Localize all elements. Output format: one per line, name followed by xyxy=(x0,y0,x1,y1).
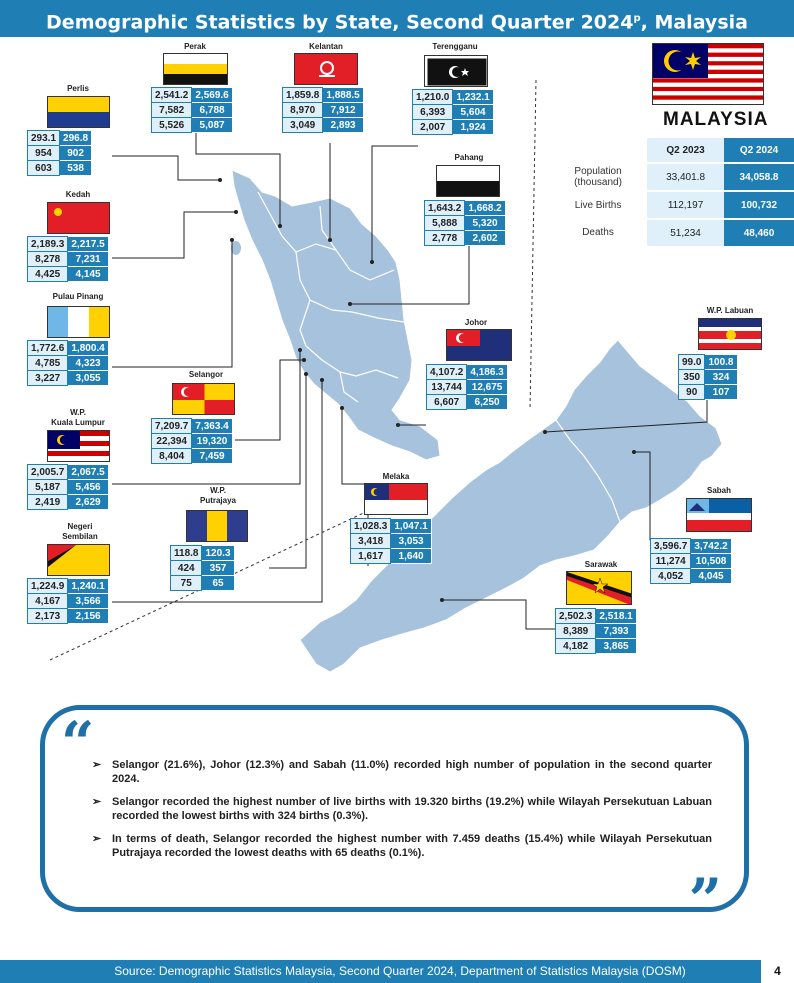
stats-table xyxy=(412,89,494,135)
name-line2: Sembilan xyxy=(62,532,98,541)
stats-table xyxy=(151,87,233,133)
stats-table xyxy=(27,578,109,624)
label-line2: (thousand) xyxy=(574,177,622,188)
births-curr: 7,393 xyxy=(596,624,636,639)
label-line1: Population xyxy=(574,166,622,177)
deaths-prev: 2,419 xyxy=(28,495,68,510)
stats-table xyxy=(350,518,432,564)
national-title: MALAYSIA xyxy=(663,109,769,130)
population-prev: 99.0 xyxy=(679,355,705,370)
deaths-prev: 2,007 xyxy=(413,120,453,135)
deaths-prev: 3,049 xyxy=(283,118,323,133)
deaths-curr: 2,602 xyxy=(465,231,505,246)
title-main: Demographic Statistics by State, Second Quarter 2024 xyxy=(46,11,634,34)
population-curr: 1,668.2 xyxy=(465,201,505,216)
stats-table xyxy=(27,464,109,510)
births-prev: 8,278 xyxy=(28,252,68,267)
births-curr: 4,323 xyxy=(68,356,108,371)
population-curr: 3,742.2 xyxy=(691,539,731,554)
population-curr: 120.3 xyxy=(202,546,234,561)
national-header-prev: Q2 2023 xyxy=(647,137,724,163)
kuala-lumpur-flag xyxy=(47,430,110,462)
national-population-curr: 34,058.8 xyxy=(724,163,794,191)
stats-table xyxy=(170,545,235,591)
population-curr: 1,232.1 xyxy=(453,90,493,105)
summary-item xyxy=(92,832,712,860)
population-curr: 2,518.1 xyxy=(596,609,636,624)
deaths-curr: 3,055 xyxy=(68,371,108,386)
population-prev: 2,502.3 xyxy=(556,609,596,624)
population-curr: 1,240.1 xyxy=(68,579,108,594)
population-prev: 1,224.9 xyxy=(28,579,68,594)
arrow-bullet-icon: ➢ xyxy=(92,759,102,771)
population-curr: 4,186.3 xyxy=(467,365,507,380)
births-prev: 8,389 xyxy=(556,624,596,639)
stats-table xyxy=(678,354,738,400)
national-header-spacer xyxy=(552,137,647,163)
state-name: Sabah xyxy=(706,486,731,495)
state-name xyxy=(40,408,116,428)
page-number: 4 xyxy=(761,960,794,983)
births-curr: 19,320 xyxy=(192,434,232,449)
state-name: Perak xyxy=(184,42,206,51)
births-curr: 324 xyxy=(705,370,737,385)
name-line2: Putrajaya xyxy=(199,496,237,505)
births-prev: 5,888 xyxy=(425,216,465,231)
births-prev: 13,744 xyxy=(427,380,467,395)
population-prev: 1,028.3 xyxy=(351,519,391,534)
summary-text: In terms of death, Selangor recorded the highest number with 7.459 deaths (15.4%) while Wilayah Persekutuan Putrajaya recorded the lowest deaths with 65 deaths (0.1%). xyxy=(112,833,712,859)
births-curr: 12,675 xyxy=(467,380,507,395)
stats-table xyxy=(27,236,109,282)
deaths-curr: 5,087 xyxy=(192,118,232,133)
pulau-pinang-flag xyxy=(47,306,110,338)
summary-box xyxy=(40,705,749,934)
peninsular-malaysia-shape xyxy=(232,170,440,460)
stats-table xyxy=(282,87,364,133)
population-prev: 1,772.6 xyxy=(28,341,68,356)
births-curr: 10,508 xyxy=(691,554,731,569)
births-curr: 6,788 xyxy=(192,103,232,118)
labuan-flag xyxy=(698,318,762,350)
perak-flag xyxy=(163,53,228,85)
deaths-prev: 6,607 xyxy=(427,395,467,410)
deaths-prev: 3,227 xyxy=(28,371,68,386)
state-name: Johor xyxy=(464,318,488,327)
national-row-population xyxy=(552,163,794,191)
deaths-curr: 4,145 xyxy=(68,267,108,282)
population-curr: 2,067.5 xyxy=(68,465,108,480)
stats-table xyxy=(27,130,92,176)
population-curr: 296.8 xyxy=(60,131,92,146)
population-prev: 1,210.0 xyxy=(413,90,453,105)
population-curr: 7,363.4 xyxy=(192,419,232,434)
deaths-prev: 4,052 xyxy=(651,569,691,584)
population-prev: 1,643.2 xyxy=(425,201,465,216)
name-line1: W.P. xyxy=(210,486,226,495)
sarawak-flag xyxy=(566,571,632,605)
deaths-curr: 7,459 xyxy=(192,449,232,464)
deaths-prev: 2,173 xyxy=(28,609,68,624)
population-curr: 2,569.6 xyxy=(192,88,232,103)
state-name: W.P. Labuan xyxy=(706,306,754,315)
deaths-curr: 6,250 xyxy=(467,395,507,410)
births-curr: 5,604 xyxy=(453,105,493,120)
population-prev: 118.8 xyxy=(171,546,202,561)
footer-bar xyxy=(0,960,794,983)
selangor-flag xyxy=(172,383,235,415)
births-prev: 3,418 xyxy=(351,534,391,549)
births-prev: 6,393 xyxy=(413,105,453,120)
summary-text: Selangor recorded the highest number of live births with 19.320 births (19.2%) while Wilayah Persekutuan Labuan recorded the lowest births with 324 births (0.3%). xyxy=(112,796,712,822)
population-prev: 2,189.3 xyxy=(28,237,68,252)
population-curr: 100.8 xyxy=(705,355,737,370)
births-curr: 5,456 xyxy=(68,480,108,495)
summary-text: Selangor (21.6%), Johor (12.3%) and Sabah (11.0%) recorded high number of population in the second quarter 2024. xyxy=(112,759,712,785)
population-prev: 293.1 xyxy=(28,131,60,146)
open-quote-icon: “ xyxy=(61,709,95,777)
perlis-flag xyxy=(47,96,110,128)
state-name: Pahang xyxy=(454,153,484,162)
national-deaths-prev: 51,234 xyxy=(647,219,724,246)
stats-table xyxy=(424,200,506,246)
national-births-curr: 100,732 xyxy=(724,191,794,219)
births-prev: 11,274 xyxy=(651,554,691,569)
population-prev: 4,107.2 xyxy=(427,365,467,380)
deaths-prev: 1,617 xyxy=(351,549,391,564)
state-name: Selangor xyxy=(188,370,224,379)
national-label-births: Live Births xyxy=(574,199,622,211)
births-curr: 3,566 xyxy=(68,594,108,609)
stats-table xyxy=(426,364,508,410)
population-curr: 1,047.1 xyxy=(391,519,431,534)
national-header-row xyxy=(552,137,794,163)
deaths-prev: 8,404 xyxy=(152,449,192,464)
deaths-curr: 2,629 xyxy=(68,495,108,510)
state-name: Pulau Pinang xyxy=(52,292,104,301)
births-prev: 5,187 xyxy=(28,480,68,495)
state-name: Terengganu xyxy=(432,42,478,51)
state-name: Kedah xyxy=(65,190,91,199)
kelantan-flag xyxy=(294,53,358,85)
negeri-sembilan-flag xyxy=(47,544,110,576)
population-curr: 1,888.5 xyxy=(323,88,363,103)
state-name: Perlis xyxy=(67,84,89,93)
deaths-prev: 90 xyxy=(679,385,705,400)
births-prev: 4,167 xyxy=(28,594,68,609)
state-name xyxy=(44,522,116,542)
page-title xyxy=(0,0,794,37)
national-deaths-curr: 48,460 xyxy=(724,219,794,246)
population-prev: 7,209.7 xyxy=(152,419,192,434)
deaths-prev: 2,778 xyxy=(425,231,465,246)
deaths-curr: 2,893 xyxy=(323,118,363,133)
source-text: Source: Demographic Statistics Malaysia, Second Quarter 2024, Department of Statistics Malaysia (DOSM) xyxy=(114,964,686,978)
putrajaya-flag xyxy=(186,510,248,542)
arrow-bullet-icon: ➢ xyxy=(92,796,102,808)
name-line1: W.P. xyxy=(70,408,86,417)
births-curr: 3,053 xyxy=(391,534,431,549)
deaths-prev: 5,526 xyxy=(152,118,192,133)
births-prev: 424 xyxy=(171,561,202,576)
johor-flag xyxy=(446,329,512,361)
national-stats-table xyxy=(552,136,794,246)
deaths-curr: 107 xyxy=(705,385,737,400)
summary-list xyxy=(92,758,712,869)
stats-table xyxy=(27,340,109,386)
pahang-flag xyxy=(436,165,500,197)
births-prev: 7,582 xyxy=(152,103,192,118)
deaths-curr: 65 xyxy=(202,576,234,591)
population-prev: 2,005.7 xyxy=(28,465,68,480)
kedah-flag xyxy=(47,202,110,234)
births-prev: 350 xyxy=(679,370,705,385)
stats-table xyxy=(555,608,637,654)
national-row-births xyxy=(552,191,794,219)
summary-item xyxy=(92,758,712,786)
stats-table xyxy=(151,418,233,464)
births-curr: 5,320 xyxy=(465,216,505,231)
births-curr: 7,231 xyxy=(68,252,108,267)
deaths-curr: 3,865 xyxy=(596,639,636,654)
state-name xyxy=(186,486,250,506)
deaths-prev: 4,182 xyxy=(556,639,596,654)
population-prev: 1,859.8 xyxy=(283,88,323,103)
name-line1: Negeri xyxy=(67,522,93,531)
national-births-prev: 112,197 xyxy=(647,191,724,219)
births-prev: 22,394 xyxy=(152,434,192,449)
deaths-prev: 603 xyxy=(28,161,60,176)
malaysia-flag xyxy=(652,43,764,105)
close-quote-icon: ” xyxy=(688,866,722,934)
name-line2: Kuala Lumpur xyxy=(51,418,105,427)
births-prev: 4,785 xyxy=(28,356,68,371)
sabah-flag xyxy=(686,498,752,532)
national-row-deaths xyxy=(552,219,794,246)
national-label-population xyxy=(552,163,647,191)
national-population-prev: 33,401.8 xyxy=(647,163,724,191)
population-prev: 2,541.2 xyxy=(152,88,192,103)
deaths-prev: 4,425 xyxy=(28,267,68,282)
births-prev: 8,970 xyxy=(283,103,323,118)
state-name: Melaka xyxy=(382,472,410,481)
summary-item xyxy=(92,795,712,823)
births-curr: 357 xyxy=(202,561,234,576)
population-curr: 1,800.4 xyxy=(68,341,108,356)
arrow-bullet-icon: ➢ xyxy=(92,833,102,845)
title-superscript: p xyxy=(633,13,641,24)
deaths-curr: 538 xyxy=(60,161,92,176)
births-prev: 954 xyxy=(28,146,60,161)
population-prev: 3,596.7 xyxy=(651,539,691,554)
stats-table xyxy=(650,538,732,584)
state-name: Sarawak xyxy=(584,560,618,569)
deaths-curr: 1,924 xyxy=(453,120,493,135)
population-curr: 2,217.5 xyxy=(68,237,108,252)
deaths-prev: 75 xyxy=(171,576,202,591)
melaka-flag xyxy=(364,483,428,515)
births-curr: 902 xyxy=(60,146,92,161)
terengganu-flag xyxy=(424,55,488,87)
national-header-curr: Q2 2024 xyxy=(724,137,794,163)
births-curr: 7,912 xyxy=(323,103,363,118)
state-name: Kelantan xyxy=(309,42,343,51)
deaths-curr: 1,640 xyxy=(391,549,431,564)
deaths-curr: 4,045 xyxy=(691,569,731,584)
deaths-curr: 2,156 xyxy=(68,609,108,624)
national-label-deaths: Deaths xyxy=(582,227,614,238)
title-suffix: , Malaysia xyxy=(640,11,748,34)
